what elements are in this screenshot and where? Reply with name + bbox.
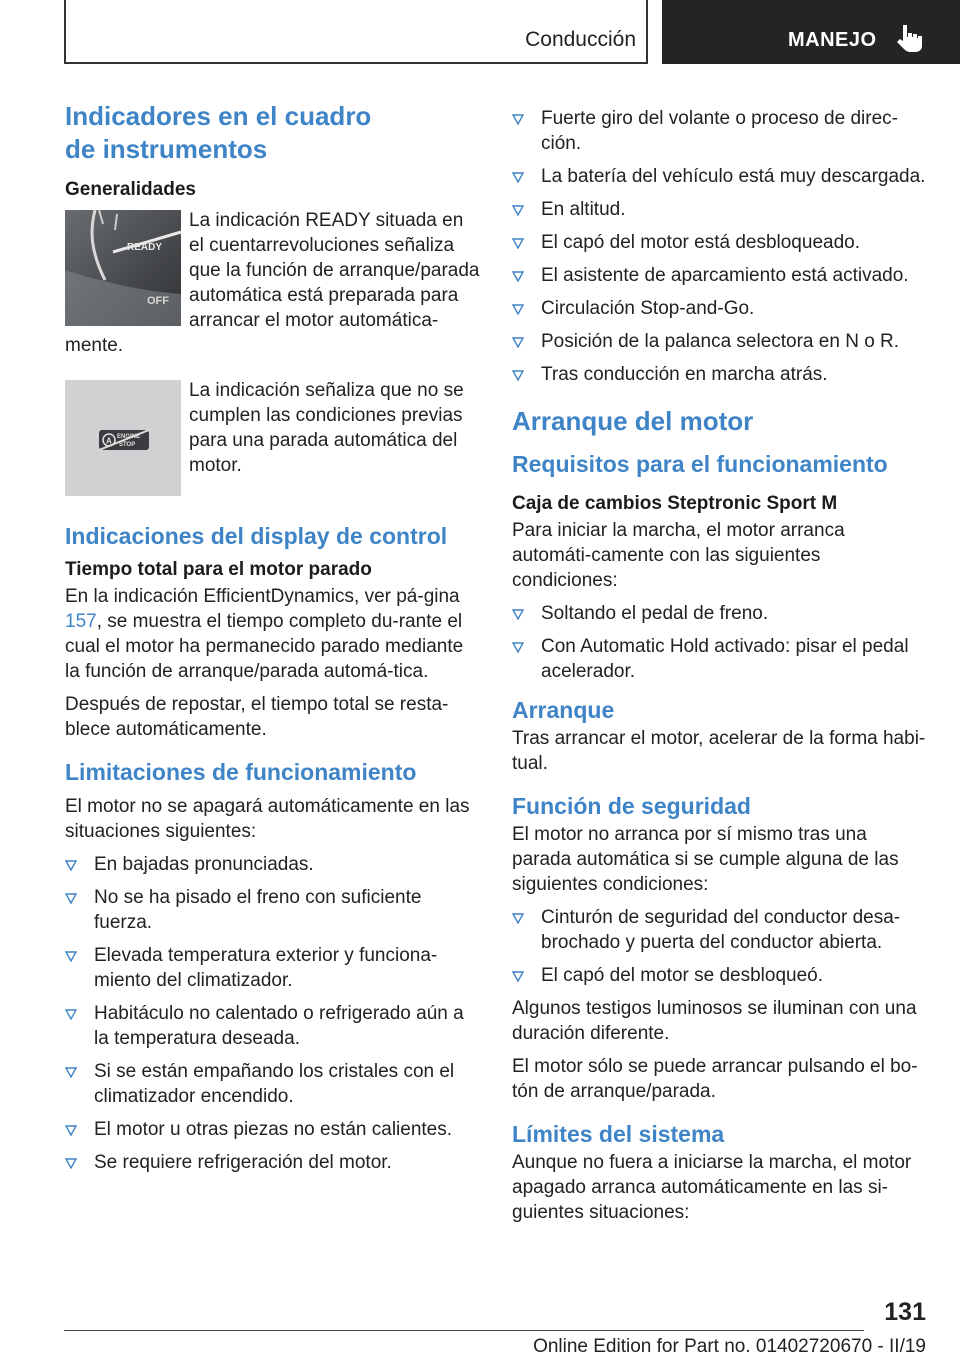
- system-limits-paragraph: Aunque no fuera a iniciarse la marcha, el motor apagado arranca automáticamente en las si-guientes situaciones:: [512, 1152, 912, 1223]
- list-item: [512, 362, 928, 387]
- header-chapter-tab[interactable]: [662, 0, 960, 64]
- list-item-text: El motor u otras piezas no están calientes.: [94, 1119, 453, 1140]
- list-item-text: Circulación Stop-and-Go.: [541, 298, 755, 319]
- list-item: [512, 963, 928, 988]
- triangle-bullet-icon: [512, 970, 524, 982]
- arranque-paragraph: Tras arrancar el motor, acelerar de la forma habi-tual.: [512, 728, 926, 774]
- display-paragraph-2: Después de repostar, el tiempo total se resta-blece automáticamente.: [65, 694, 449, 740]
- list-item-text: Cinturón de seguridad del conductor desa-brochado y puerta del conductor abierta.: [541, 907, 901, 953]
- list-item-text: En altitud.: [541, 199, 626, 220]
- footer-rule: [64, 1330, 864, 1331]
- display-text-a: En la indicación EfficientDynamics, ver pá-gina: [65, 586, 460, 607]
- list-item: [65, 943, 481, 993]
- limits-list: [65, 852, 481, 1175]
- off-label: OFF: [147, 295, 169, 307]
- safety-intro: El motor no arranca por sí mismo tras una parada automática si se cumple alguna de las siguientes condiciones:: [512, 824, 899, 895]
- heading-arranque: Arranque: [512, 697, 615, 723]
- stop-label: STOP: [119, 442, 136, 448]
- display-paragraph-1: [65, 584, 481, 684]
- ready-label: READY: [127, 242, 163, 253]
- heading-display: Indicaciones del display de control: [65, 523, 448, 549]
- triangle-bullet-icon: [512, 204, 524, 216]
- display-text-b: , se muestra el tiempo completo du-rante el cual el motor ha permanecido parado mediante la función de arranque/parada automá-tica.: [65, 611, 464, 682]
- list-item: [512, 230, 928, 255]
- triangle-bullet-icon: [512, 336, 524, 348]
- subheading-total-time: Tiempo total para el motor parado: [65, 559, 372, 580]
- limits-intro: El motor no se apagará automáticamente en las situaciones siguientes:: [65, 796, 470, 842]
- header-section-title: Conducción: [525, 28, 636, 51]
- list-item: [65, 885, 481, 935]
- list-item: [512, 263, 928, 288]
- left-column: [65, 100, 481, 1183]
- header-rule-right: [646, 0, 648, 64]
- list-item-text: El capó del motor está desbloqueado.: [541, 232, 860, 253]
- list-item: [65, 1059, 481, 1109]
- heading-generalidades: Generalidades: [65, 179, 196, 200]
- list-item: [512, 601, 928, 626]
- eco-description: La indicación señaliza que no se cumplen las condiciones previas para una parada automática del motor.: [189, 380, 464, 476]
- heading-limits: Limitaciones de funcionamiento: [65, 759, 417, 785]
- list-item: [512, 634, 928, 684]
- list-item: [65, 852, 481, 877]
- list-item-text: Si se están empañando los cristales con el climatizador encendido.: [94, 1061, 455, 1107]
- header-rule-bottom: [64, 62, 648, 64]
- start-list: [512, 601, 928, 684]
- start-intro: Para iniciar la marcha, el motor arranca automáti-camente con las siguientes condiciones:: [512, 520, 845, 591]
- svg-text:A: A: [106, 436, 112, 446]
- heading-system-limits: Límites del sistema: [512, 1121, 725, 1147]
- heading-requirements: Requisitos para el funcionamiento: [512, 451, 888, 477]
- list-item-text: Con Automatic Hold activado: pisar el pedal acelerador.: [541, 636, 909, 682]
- triangle-bullet-icon: [512, 113, 524, 125]
- title-line-2: de instrumentos: [65, 134, 268, 164]
- section-title-indicators: [65, 100, 481, 166]
- list-item: [512, 197, 928, 222]
- list-item-text: Se requiere refrigeración del motor.: [94, 1152, 392, 1173]
- figure-row-eco: [65, 378, 481, 502]
- list-item: [512, 329, 928, 354]
- subheading-steptronic: Caja de cambios Steptronic Sport M: [512, 493, 838, 514]
- list-item: [512, 164, 928, 189]
- title-line-1: Indicadores en el cuadro: [65, 101, 372, 131]
- engine-label: ENGINE: [117, 434, 141, 440]
- triangle-bullet-icon: [65, 892, 77, 904]
- triangle-bullet-icon: [65, 859, 77, 871]
- triangle-bullet-icon: [512, 912, 524, 924]
- instrument-cluster-graphic: [65, 210, 181, 326]
- list-item-text: Habitáculo no calentado o refrigerado aún a la temperatura deseada.: [94, 1003, 464, 1049]
- triangle-bullet-icon: [512, 303, 524, 315]
- limits-list-continued: [512, 106, 928, 387]
- list-item-text: Posición de la palanca selectora en N o R.: [541, 331, 900, 352]
- triangle-bullet-icon: [65, 950, 77, 962]
- heading-safety: Función de seguridad: [512, 793, 751, 819]
- header-chapter-label: MANEJO: [788, 29, 877, 51]
- footer-edition: Online Edition for Part no. 01402720670 - II/19: [533, 1336, 926, 1357]
- list-item-text: Tras conducción en marcha atrás.: [541, 364, 828, 385]
- header-rule-left: [64, 0, 66, 64]
- list-item-text: Elevada temperatura exterior y funciona-miento del climatizador.: [94, 945, 438, 991]
- engine-stop-unavailable-icon: [65, 380, 181, 496]
- safety-paragraph-2: El motor sólo se puede arrancar pulsando el bo-tón de arranque/parada.: [512, 1056, 918, 1102]
- triangle-bullet-icon: [512, 171, 524, 183]
- list-item-text: Soltando el pedal de freno.: [541, 603, 769, 624]
- list-item-text: El asistente de aparcamiento está activado.: [541, 265, 909, 286]
- safety-paragraph-1: Algunos testigos luminosos se iluminan con una duración diferente.: [512, 998, 917, 1044]
- safety-list: [512, 905, 928, 988]
- triangle-bullet-icon: [512, 369, 524, 381]
- list-item-text: El capó del motor se desbloqueó.: [541, 965, 824, 986]
- triangle-bullet-icon: [65, 1124, 77, 1136]
- list-item: [65, 1150, 481, 1175]
- triangle-bullet-icon: [512, 237, 524, 249]
- section-title-engine-start: Arranque del motor: [512, 406, 754, 436]
- list-item-text: Fuerte giro del volante o proceso de direc-ción.: [541, 108, 898, 154]
- list-item: [65, 1001, 481, 1051]
- hand-pointer-icon: [894, 22, 926, 54]
- list-item-text: En bajadas pronunciadas.: [94, 854, 314, 875]
- ready-description: La indicación READY situada en el cuentarrevoluciones señaliza que la función de arranque/parada automática está preparada para arrancar el motor automática-mente.: [65, 210, 480, 356]
- ready-indicator-image: [65, 210, 181, 326]
- page-number: 131: [884, 1298, 926, 1326]
- engine-stop-indicator-image: [65, 380, 181, 496]
- triangle-bullet-icon: [65, 1066, 77, 1078]
- list-item: [512, 905, 928, 955]
- triangle-bullet-icon: [512, 270, 524, 282]
- right-column: [512, 100, 928, 1233]
- page-link-157[interactable]: 157: [65, 611, 97, 632]
- list-item: [65, 1117, 481, 1142]
- list-item-text: La batería del vehículo está muy descargada.: [541, 166, 926, 187]
- triangle-bullet-icon: [512, 608, 524, 620]
- list-item: [512, 106, 928, 156]
- list-item-text: No se ha pisado el freno con suficiente fuerza.: [94, 887, 422, 933]
- triangle-bullet-icon: [65, 1157, 77, 1169]
- triangle-bullet-icon: [512, 641, 524, 653]
- list-item: [512, 296, 928, 321]
- figure-row-ready: [65, 208, 481, 366]
- triangle-bullet-icon: [65, 1008, 77, 1020]
